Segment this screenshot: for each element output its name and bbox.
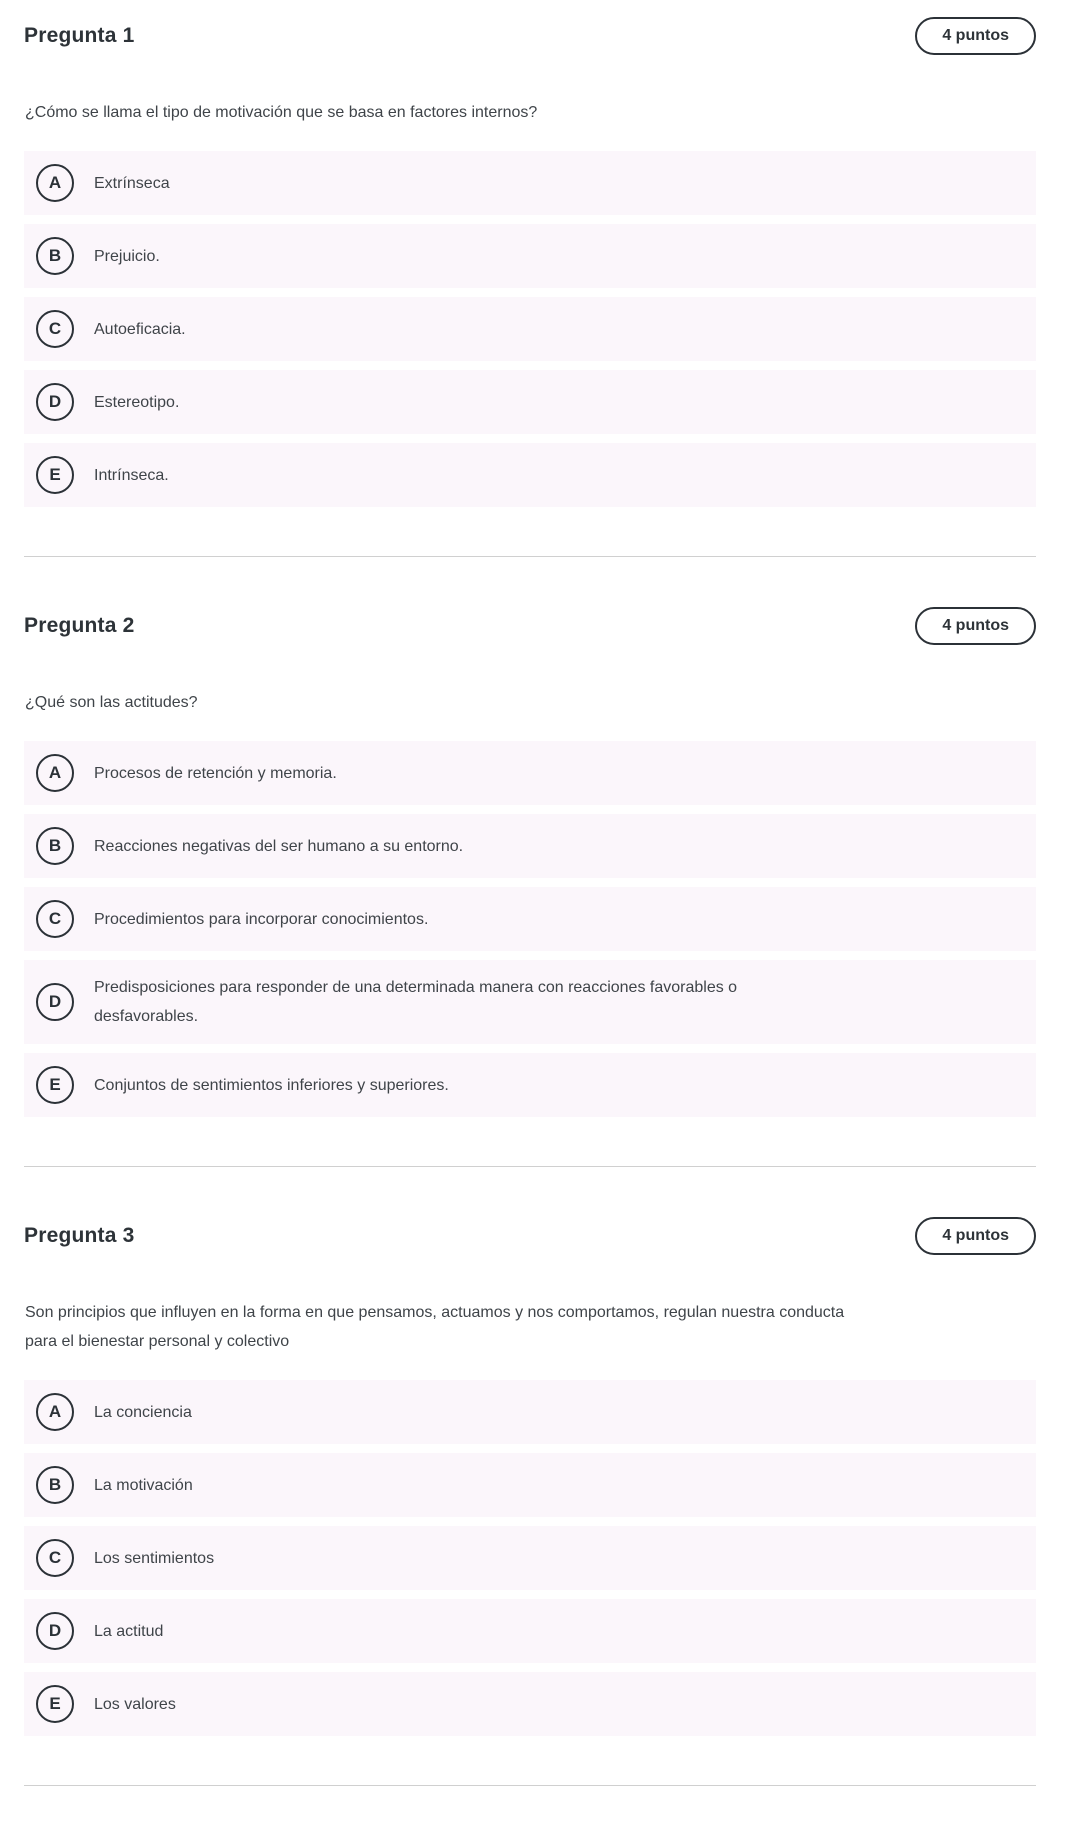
question-prompt: Son principios que influyen en la forma en que pensamos, actuamos y nos comportamos, regulan nuestra conducta para el bienestar personal y colectivo [25, 1304, 845, 1350]
option-letter-badge: B [36, 237, 74, 275]
answer-option-a[interactable] [24, 1380, 1036, 1444]
option-label: Intrínseca. [94, 466, 169, 484]
section-divider [24, 1166, 1036, 1167]
section-divider [24, 556, 1036, 557]
option-label: Procesos de retención y memoria. [94, 764, 337, 782]
answer-option-c[interactable] [24, 1526, 1036, 1590]
option-label: Reacciones negativas del ser humano a su entorno. [94, 837, 464, 855]
option-label: Conjuntos de sentimientos inferiores y superiores. [94, 1076, 449, 1094]
option-label: Estereotipo. [94, 393, 180, 411]
answer-option-d[interactable] [24, 370, 1036, 434]
option-letter-badge: C [36, 1539, 74, 1577]
answer-options-list [24, 151, 1036, 507]
option-letter-badge: D [36, 383, 74, 421]
question-2-section [24, 604, 1036, 1117]
option-letter-badge: A [36, 754, 74, 792]
answer-option-d[interactable] [24, 960, 1036, 1044]
option-letter-badge: A [36, 164, 74, 202]
question-3-section [24, 1214, 1036, 1736]
answer-option-d[interactable] [24, 1599, 1036, 1663]
question-prompt: ¿Cómo se llama el tipo de motivación que se basa en factores internos? [25, 104, 538, 121]
question-title: Pregunta 2 [24, 614, 135, 637]
option-label: Los sentimientos [94, 1549, 215, 1567]
answer-option-e[interactable] [24, 1053, 1036, 1117]
question-3-header [24, 1214, 1036, 1258]
option-label: Predisposiciones para responder de una determinada manera con reacciones favorables o desfavorables. [94, 979, 738, 1025]
option-letter-badge: D [36, 1612, 74, 1650]
option-letter-badge: E [36, 1066, 74, 1104]
question-2-header [24, 604, 1036, 648]
section-divider [24, 1785, 1036, 1786]
question-1-section [24, 14, 1036, 507]
option-label: La actitud [94, 1622, 164, 1640]
option-label: Autoeficacia. [94, 320, 186, 338]
option-label: Prejuicio. [94, 247, 160, 265]
answer-option-a[interactable] [24, 741, 1036, 805]
question-1-header [24, 14, 1036, 58]
answer-options-list [24, 1380, 1036, 1736]
option-letter-badge: C [36, 900, 74, 938]
answer-option-b[interactable] [24, 814, 1036, 878]
option-letter-badge: E [36, 456, 74, 494]
option-letter-badge: A [36, 1393, 74, 1431]
question-title: Pregunta 3 [24, 1224, 135, 1247]
answer-options-list [24, 741, 1036, 1117]
option-letter-badge: C [36, 310, 74, 348]
option-label: La motivación [94, 1476, 193, 1494]
option-letter-badge: B [36, 1466, 74, 1504]
option-label: Extrínseca [94, 174, 170, 192]
answer-option-c[interactable] [24, 887, 1036, 951]
question-prompt: ¿Qué son las actitudes? [25, 694, 198, 711]
option-label: Procedimientos para incorporar conocimientos. [94, 910, 429, 928]
option-letter-badge: B [36, 827, 74, 865]
answer-option-e[interactable] [24, 443, 1036, 507]
option-letter-badge: D [36, 983, 74, 1021]
answer-option-c[interactable] [24, 297, 1036, 361]
option-label: Los valores [94, 1695, 176, 1713]
question-title: Pregunta 1 [24, 24, 135, 47]
answer-option-a[interactable] [24, 151, 1036, 215]
option-label: La conciencia [94, 1403, 192, 1421]
answer-option-e[interactable] [24, 1672, 1036, 1736]
points-badge: 4 puntos [915, 607, 1036, 645]
answer-option-b[interactable] [24, 224, 1036, 288]
answer-option-b[interactable] [24, 1453, 1036, 1517]
points-badge: 4 puntos [915, 1217, 1036, 1255]
points-badge: 4 puntos [915, 17, 1036, 55]
option-letter-badge: E [36, 1685, 74, 1723]
